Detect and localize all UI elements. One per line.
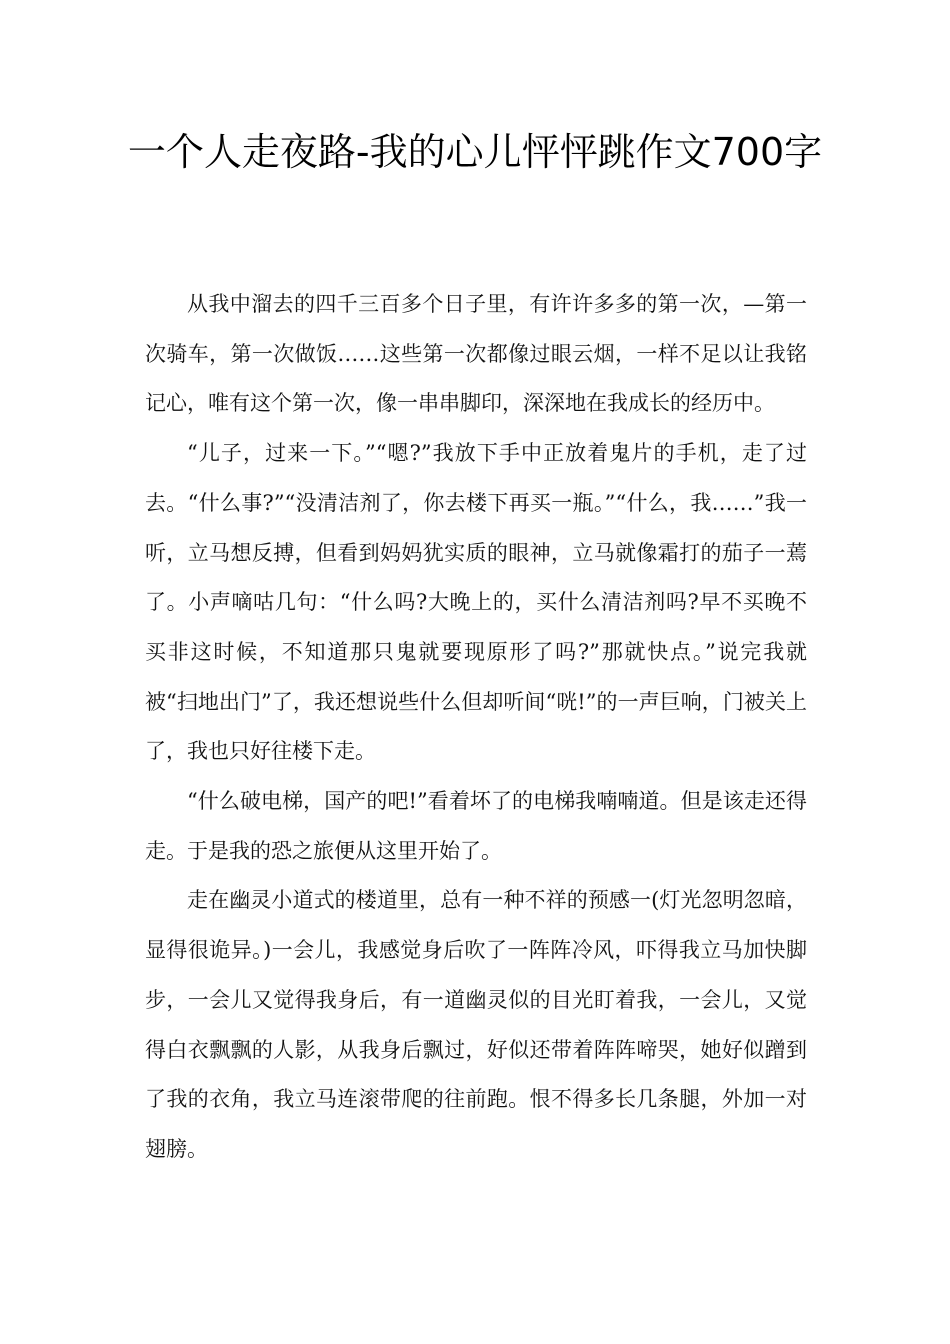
- paragraph-3: “什么破电梯，国产的吧!”看着坏了的电梯我喃喃道。但是该走还得走。于是我的恐之旅便从这里开始了。: [145, 789, 807, 863]
- paragraph-2: “儿子，过来一下。”“嗯?”我放下手中正放着鬼片的手机，走了过去。“什么事?”“没清洁剂了，你去楼下再买一瓶。”“什么，我……”我一听，立马想反搏，但看到妈妈犹实质的眼神，立马就像霜打的茄子一蔫了。小声嘀咕几句：“什么吗?大晚上的，买什么清洁剂吗?早不买晚不买非这时候，不知道那只鬼就要现原形了吗?”那就快点。”说完我就被“扫地出门”了，我还想说些什么但却听间“咣!”的一声巨响，门被关上了，我也只好往楼下走。: [145, 441, 807, 764]
- paragraph-1: 从我中溜去的四千三百多个日子里，有许许多多的第一次，—第一次骑车，第一次做饭……这些第一次都像过眼云烟，一样不足以让我铭记心，唯有这个第一次，像一串串脚印，深深地在我成长的经历中。: [145, 292, 807, 416]
- document-body: [145, 280, 807, 1175]
- document-title: 一个人走夜路-我的心儿怦怦跳作文700字: [127, 130, 823, 174]
- paragraph-4: 走在幽灵小道式的楼道里，总有一种不祥的预感一(灯光忽明忽暗，显得很诡异。)一会儿，我感觉身后吹了一阵阵冷风，吓得我立马加快脚步，一会儿又觉得我身后，有一道幽灵似的目光盯着我，一会儿，又觉得白衣飘飘的人影，从我身后飘过，好似还带着阵阵啼哭，她好似蹭到了我的衣角，我立马连滚带爬的往前跑。恨不得多长几条腿，外加一对翅膀。: [145, 888, 807, 1161]
